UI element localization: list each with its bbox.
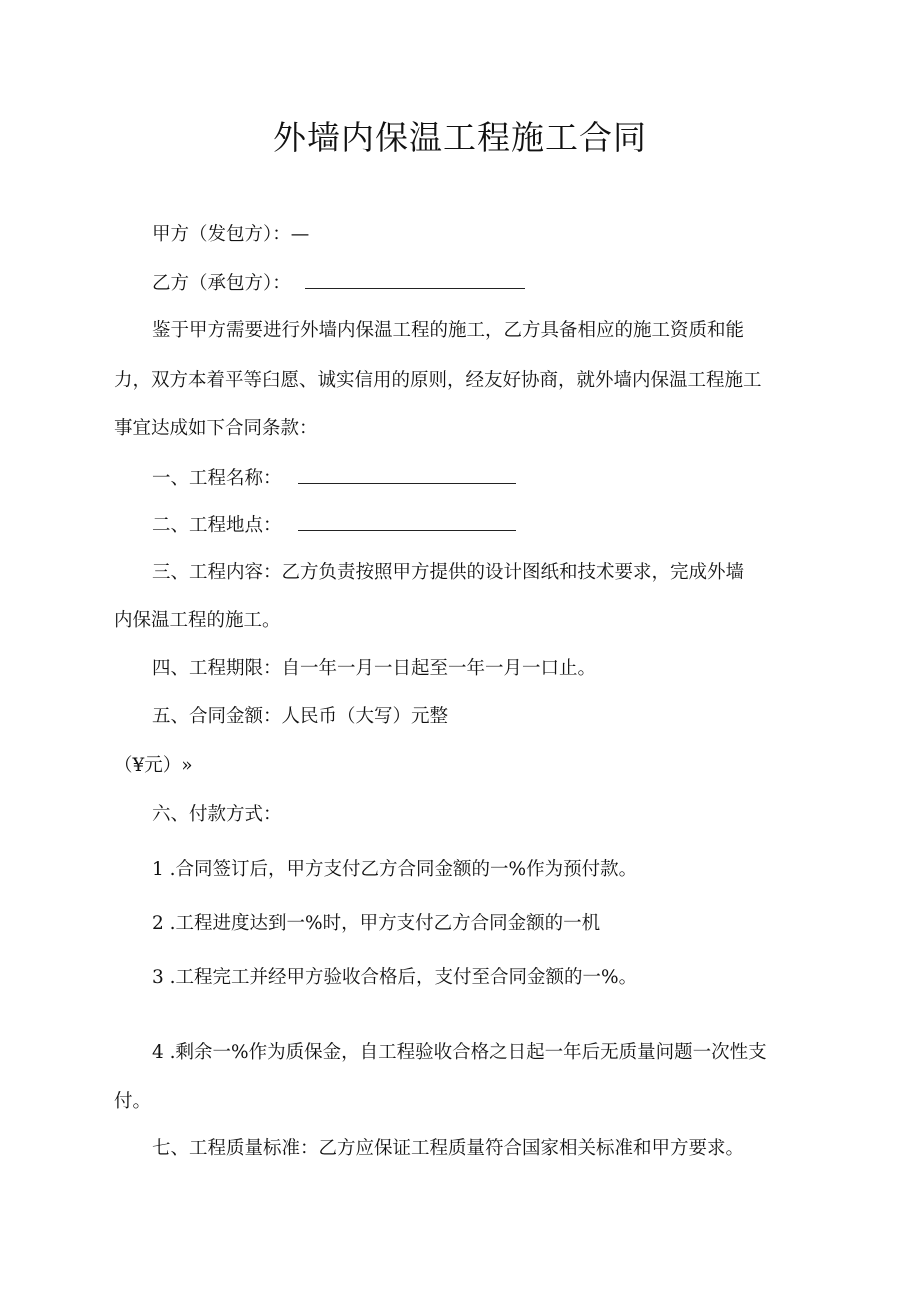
project-content-line-2: 内保温工程的施工。	[114, 610, 281, 631]
project-period-line: 四、工程期限：自一年一月一日起至一年一月一口止。	[152, 658, 597, 679]
payment-item-4-line-1: 4 .剩余一%作为质保金，自工程验收合格之日起一年后无质量问题一次性支	[152, 1042, 767, 1063]
preamble-line-2: 力，双方本着平等臼愿、诚实信用的原则，经友好协商，就外墙内保温工程施工	[114, 370, 762, 391]
contract-amount-line: 五、合同金额：人民币（大写）元整	[152, 706, 449, 727]
project-location-blank[interactable]	[298, 514, 516, 531]
project-name-blank[interactable]	[298, 467, 516, 484]
preamble-line-3: 事宜达成如下合同条款：	[114, 418, 318, 439]
party-b-line	[152, 272, 525, 295]
payment-item-3: 3 .工程完工并经甲方验收合格后，支付至合同金额的一%。	[152, 967, 638, 988]
amount-figure-line: （¥元）»	[114, 755, 193, 776]
party-a-line: 甲方（发包方）：—	[152, 224, 310, 245]
project-location-line	[152, 514, 516, 537]
document-title: 外墙内保温工程施工合同	[273, 118, 647, 157]
payment-item-2: 2 .工程进度达到一%时，甲方支付乙方合同金额的一机	[152, 913, 601, 934]
party-b-label: 乙方（承包方）：	[152, 273, 291, 294]
payment-heading: 六、付款方式：	[152, 804, 282, 825]
quality-standard-line: 七、工程质量标准：乙方应保证工程质量符合国家相关标准和甲方要求。	[152, 1138, 745, 1159]
project-name-line	[152, 467, 516, 490]
project-content-line-1: 三、工程内容：乙方负责按照甲方提供的设计图纸和技术要求，完成外墙	[152, 562, 745, 583]
payment-item-1: 1 .合同签订后，甲方支付乙方合同金额的一%作为预付款。	[152, 859, 638, 880]
preamble-line-1: 鉴于甲方需要进行外墙内保温工程的施工，乙方具备相应的施工资质和能	[152, 320, 745, 341]
project-location-label: 二、工程地点：	[152, 515, 282, 536]
payment-item-4-line-2: 付。	[114, 1091, 152, 1112]
party-b-blank[interactable]	[305, 272, 525, 289]
project-name-label: 一、工程名称：	[152, 468, 282, 489]
